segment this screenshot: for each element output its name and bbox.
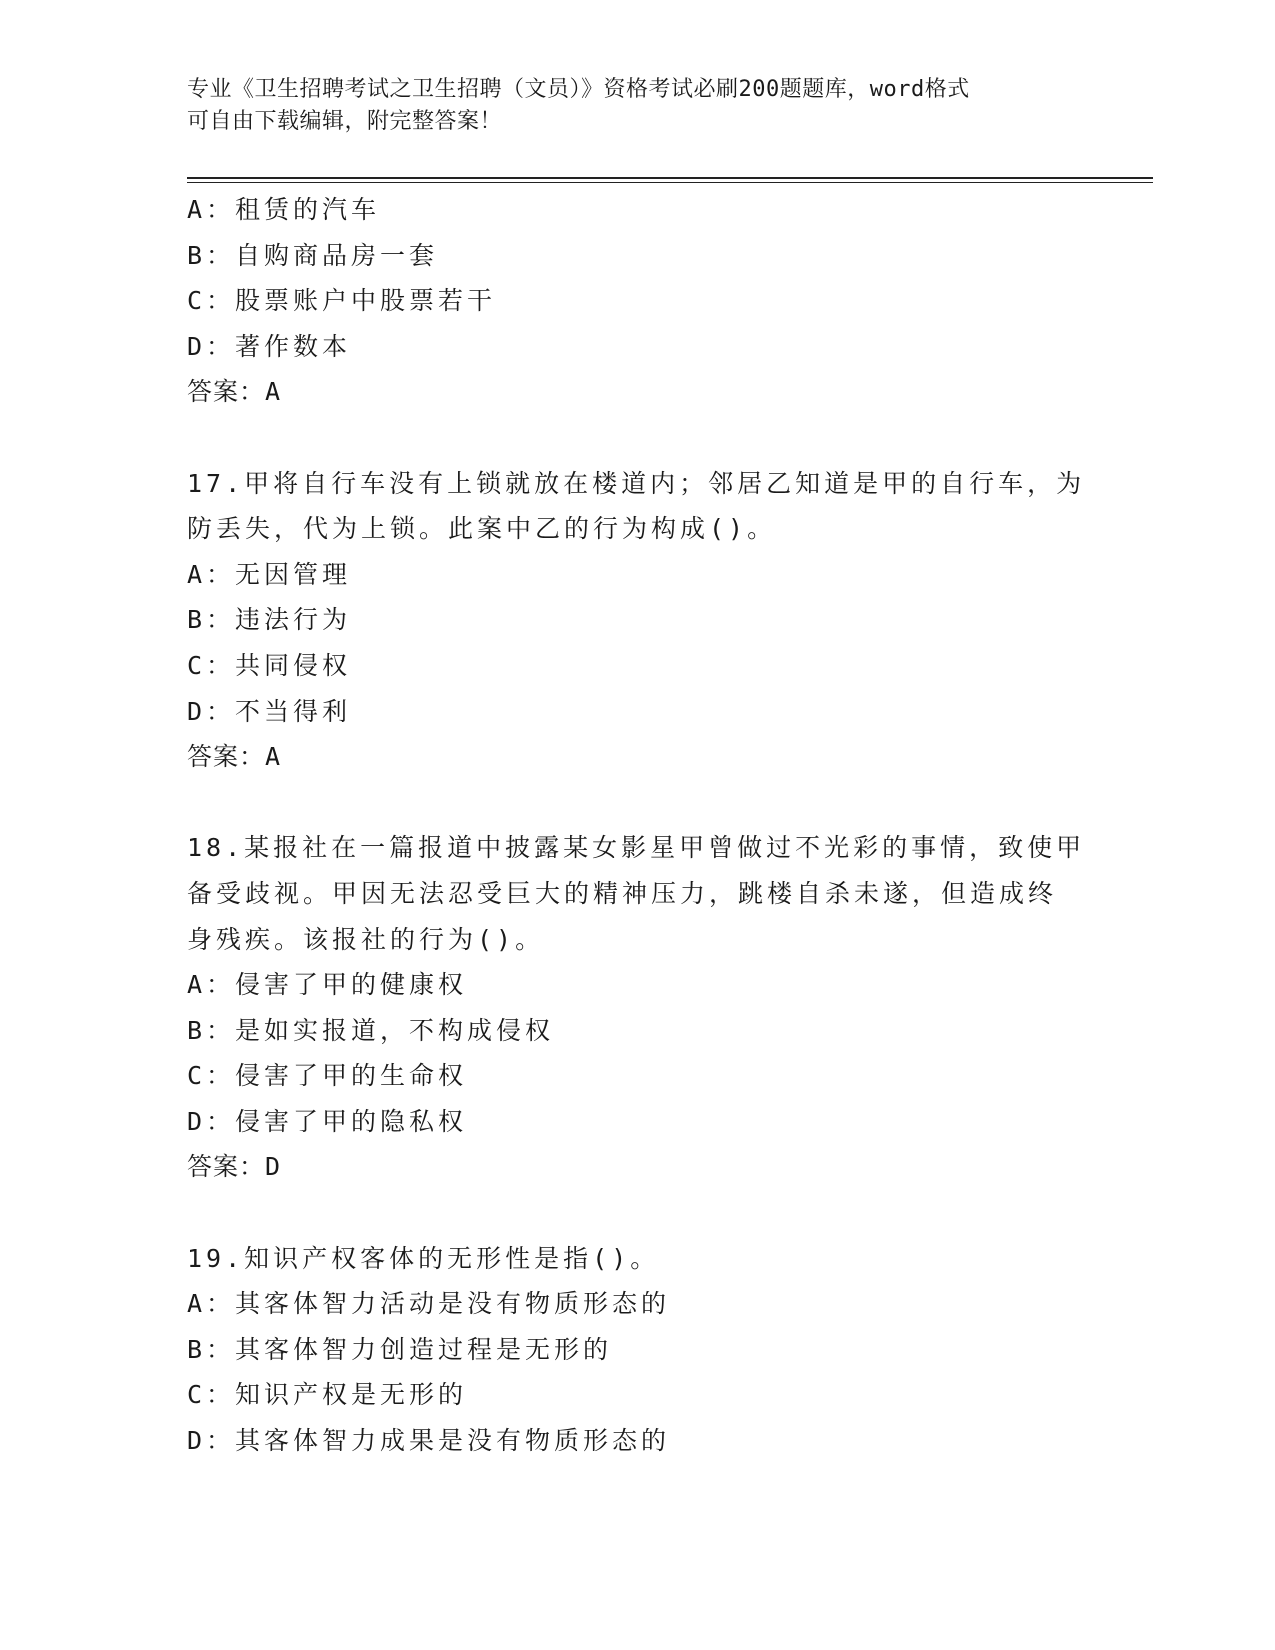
- document-header: [187, 74, 1067, 138]
- option-b: B：违法行为: [187, 605, 352, 635]
- question-18: [187, 825, 1087, 1190]
- option-d: D：侵害了甲的隐私权: [187, 1106, 468, 1136]
- question-text-line: 17.甲将自行车没有上锁就放在楼道内；邻居乙知道是甲的自行车，为: [187, 468, 1086, 498]
- question-text-line: 备受歧视。甲因无法忍受巨大的精神压力，跳楼自杀未遂，但造成终: [187, 878, 1058, 908]
- question-17: [187, 461, 1087, 780]
- option-c: C：共同侵权: [187, 650, 352, 680]
- question-list: [187, 187, 1087, 1464]
- spacer: [187, 415, 1087, 461]
- spacer: [187, 1190, 1087, 1236]
- question-16: [187, 187, 1087, 415]
- option-c: C：股票账户中股票若干: [187, 286, 497, 316]
- option-c: C：知识产权是无形的: [187, 1380, 468, 1410]
- option-a: A：租赁的汽车: [187, 195, 381, 224]
- option-c: C：侵害了甲的生命权: [187, 1061, 468, 1091]
- question-19: [187, 1236, 1087, 1464]
- answer: 答案：D: [187, 1152, 282, 1182]
- question-text-line: 19.知识产权客体的无形性是指()。: [187, 1243, 660, 1273]
- option-b: B：是如实报道，不构成侵权: [187, 1015, 555, 1045]
- spacer: [187, 780, 1087, 826]
- question-text-line: 身残疾。该报社的行为()。: [187, 924, 545, 954]
- option-d: D：其客体智力成果是没有物质形态的: [187, 1426, 671, 1456]
- option-b: B：其客体智力创造过程是无形的: [187, 1334, 613, 1364]
- option-d: D：不当得利: [187, 696, 352, 726]
- option-a: A：其客体智力活动是没有物质形态的: [187, 1289, 671, 1319]
- question-text-line: 18.某报社在一篇报道中披露某女影星甲曾做过不光彩的事情，致使甲: [187, 833, 1086, 863]
- option-a: A：无因管理: [187, 559, 352, 589]
- option-b: B：自购商品房一套: [187, 240, 439, 270]
- option-d: D：著作数本: [187, 331, 352, 361]
- question-text-line: 防丢失，代为上锁。此案中乙的行为构成()。: [187, 514, 777, 544]
- answer: 答案：A: [187, 377, 282, 407]
- header-divider-thin: [187, 182, 1153, 183]
- header-divider: [187, 177, 1153, 179]
- header-line-1: 专业《卫生招聘考试之卫生招聘（文员）》资格考试必刷200题题库，word格式: [187, 77, 970, 102]
- header-line-2: 可自由下载编辑，附完整答案！: [187, 109, 503, 134]
- answer: 答案：A: [187, 742, 282, 772]
- option-a: A：侵害了甲的健康权: [187, 970, 468, 1000]
